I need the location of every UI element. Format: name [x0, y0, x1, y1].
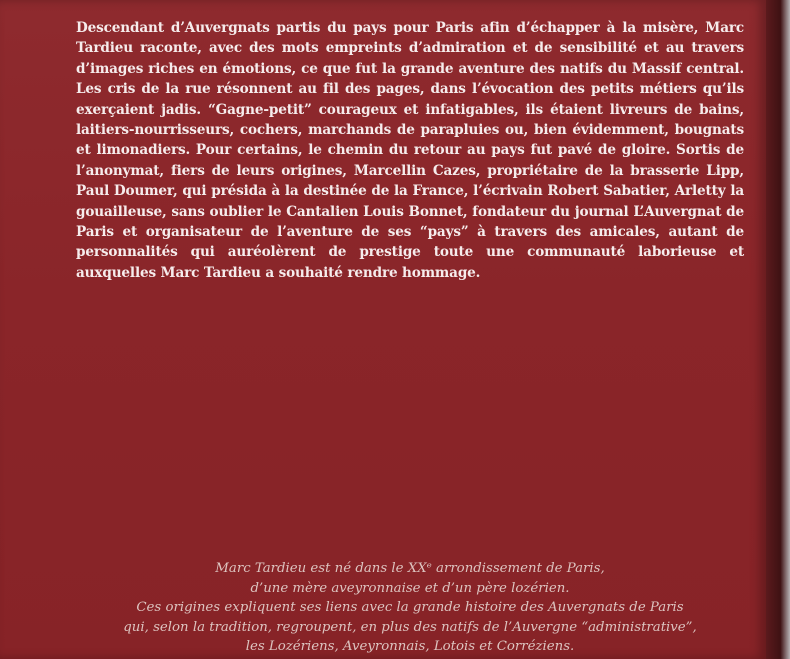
author-bio	[110, 559, 710, 657]
author-bio-line: Marc Tardieu est né dans le XXᵉ arrondissement de Paris,	[215, 561, 605, 576]
author-bio-line: Ces origines expliquent ses liens avec la grande histoire des Auvergnats de Paris	[136, 600, 684, 616]
cover-spine-edge	[766, 0, 790, 659]
blurb-paragraph: Descendant d’Auvergnats partis du pays pour Paris afin d’échapper à la misère, Marc Tardieu raconte, avec des mots empreints d’admiration et de sensibilité et au travers d’images riches en émotions, ce que fut la grande aventure des natifs du Massif central. Les cris de la rue résonnent au fil des pages, dans l’évocation des petits métiers qu’ils exerçaient jadis. “Gagne-petit” courageux et infatigables, ils étaient livreurs de bains, laitiers-nourrisseurs, cochers, marchands de parapluies ou, bien évidemment, bougnats et limonadiers. Pour certains, le chemin du retour au pays fut pavé de gloire. Sortis de l’anonymat, fiers de leurs origines, Marcellin Cazes, propriétaire de la brasserie Lipp, Paul Doumer, qui présida à la destinée de la France, l’écrivain Robert Sabatier, Arletty la gouailleuse, sans oublier le Cantalien Louis Bonnet, fondateur du journal L’Auvergnat de Paris et organisateur de l’aventure de ses “pays” à travers des amicales, autant de personnalités qui auréolèrent de prestige toute une communauté laborieuse et auxquelles Marc Tardieu a souhaité rendre hommage.	[76, 20, 744, 281]
author-bio-line: les Lozériens, Aveyronnais, Lotois et Corréziens.	[245, 639, 575, 655]
author-bio-line: qui, selon la tradition, regroupent, en plus des natifs de l’Auvergne “administrative”,	[123, 619, 697, 635]
author-bio-line: d’une mère aveyronnaise et d’un père lozérien.	[250, 580, 570, 596]
